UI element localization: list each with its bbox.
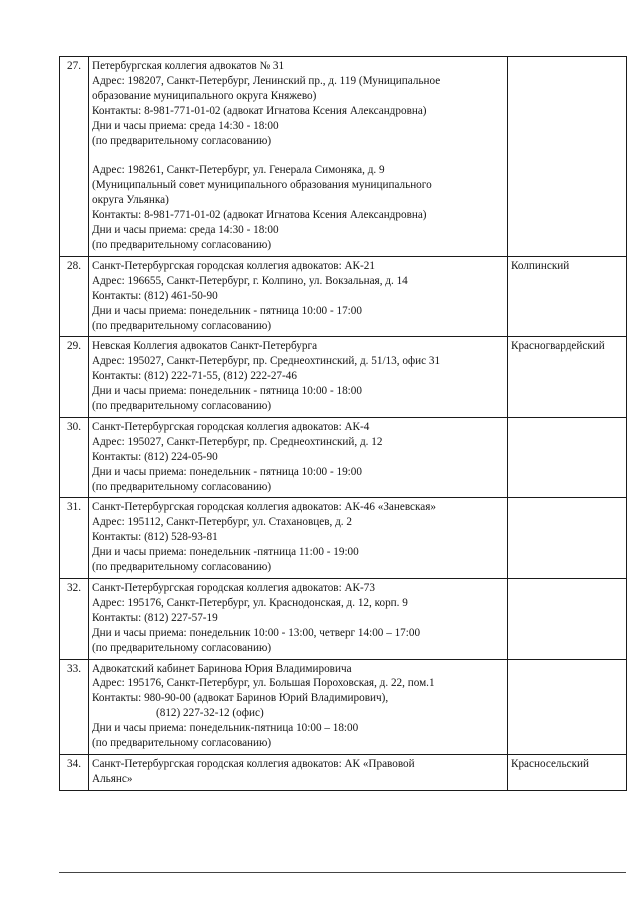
description-line: Адрес: 196655, Санкт-Петербург, г. Колпино, ул. Вокзальная, д. 14 (92, 274, 408, 287)
description-line: Дни и часы приема: среда 14:30 - 18:00 (92, 224, 279, 237)
office-description (89, 754, 508, 790)
row-number: 27. (60, 57, 89, 257)
description-line: Дни и часы приема: понедельник 10:00 - 13:00, четверг 14:00 – 17:00 (92, 626, 421, 639)
description-line: (по предварительному согласованию) (92, 238, 272, 251)
description-line: (по предварительному согласованию) (92, 641, 272, 654)
district-name (508, 57, 627, 257)
office-description (89, 579, 508, 660)
description-line: (по предварительному согласованию) (92, 480, 272, 493)
description-line: Контакты: (812) 461-50-90 (92, 289, 218, 302)
table-row (60, 256, 627, 337)
office-description (89, 659, 508, 754)
row-number: 33. (60, 659, 89, 754)
description-line: (по предварительному согласованию) (92, 737, 272, 750)
description-line: Петербургская коллегия адвокатов № 31 (92, 60, 285, 72)
district-name: Красногвардейский (508, 337, 627, 418)
district-name: Колпинский (508, 256, 627, 337)
description-line: Контакты: 8-981-771-01-02 (адвокат Игнатова Ксения Александровна) (92, 104, 427, 117)
district-name (508, 498, 627, 579)
description-line: Контакты: (812) 224-05-90 (92, 450, 218, 463)
description-line: Санкт-Петербургская городская коллегия адвокатов: АК-21 (92, 259, 375, 272)
district-name (508, 579, 627, 660)
description-line: округа Ульянка) (92, 194, 169, 207)
description-line: Дни и часы приема: понедельник - пятница 10:00 - 18:00 (92, 385, 362, 398)
registry-body (60, 57, 627, 791)
table-row (60, 417, 627, 498)
paragraph-gap (92, 148, 504, 163)
description-line: Адрес: 195027, Санкт-Петербург, пр. Среднеохтинский, д. 51/13, офис 31 (92, 355, 441, 368)
description-line: Невская Коллегия адвокатов Санкт-Петербурга (92, 340, 318, 353)
description-line: Контакты: (812) 222-71-55, (812) 222-27-46 (92, 370, 297, 383)
district-name (508, 659, 627, 754)
description-line: Адрес: 195176, Санкт-Петербург, ул. Краснодонская, д. 12, корп. 9 (92, 596, 408, 609)
description-line: Санкт-Петербургская городская коллегия адвокатов: АК «Правовой (92, 757, 415, 770)
description-line: Санкт-Петербургская городская коллегия адвокатов: АК-73 (92, 582, 375, 594)
row-number: 29. (60, 337, 89, 418)
row-number: 34. (60, 754, 89, 790)
table-row (60, 579, 627, 660)
description-line: Дни и часы приема: понедельник-пятница 10:00 – 18:00 (92, 722, 359, 735)
row-number: 28. (60, 256, 89, 337)
lawyer-registry-table (59, 56, 627, 791)
description-line: Дни и часы приема: среда 14:30 - 18:00 (92, 119, 279, 132)
description-line: Адрес: 195027, Санкт-Петербург, пр. Среднеохтинский, д. 12 (92, 435, 383, 448)
description-line: образование муниципального округа Княжево) (92, 89, 317, 102)
office-description (89, 256, 508, 337)
table-row (60, 57, 627, 257)
office-description (89, 337, 508, 418)
description-line: Дни и часы приема: понедельник -пятница 11:00 - 19:00 (92, 546, 359, 559)
description-line: Адвокатский кабинет Баринова Юрия Владимировича (92, 662, 352, 675)
description-line: (812) 227-32-12 (офис) (156, 707, 264, 720)
page-bottom-rule (59, 872, 626, 873)
table-row (60, 337, 627, 418)
description-line: Адрес: 195176, Санкт-Петербург, ул. Большая Пороховская, д. 22, пом.1 (92, 677, 435, 690)
description-line: Санкт-Петербургская городская коллегия адвокатов: АК-4 (92, 420, 370, 433)
row-number: 30. (60, 417, 89, 498)
description-line: Контакты: 8-981-771-01-02 (адвокат Игнатова Ксения Александровна) (92, 209, 427, 222)
description-line: Дни и часы приема: понедельник - пятница 10:00 - 17:00 (92, 304, 362, 317)
description-line: (по предварительному согласованию) (92, 400, 272, 413)
description-line: Адрес: 198207, Санкт-Петербург, Ленинский пр., д. 119 (Муниципальное (92, 74, 441, 87)
description-line: (по предварительному согласованию) (92, 561, 272, 574)
table-row (60, 754, 627, 790)
description-line: (Муниципальный совет муниципального образования муниципального (92, 179, 432, 192)
description-line: (по предварительному согласованию) (92, 134, 272, 147)
description-line: (по предварительному согласованию) (92, 319, 272, 332)
description-line: Адрес: 198261, Санкт-Петербург, ул. Генерала Симоняка, д. 9 (92, 164, 385, 177)
row-number: 31. (60, 498, 89, 579)
description-line: Контакты: 980-90-00 (адвокат Баринов Юрий Владимирович), (92, 692, 389, 705)
table-row (60, 659, 627, 754)
district-name: Красносельский (508, 754, 627, 790)
description-line: Адрес: 195112, Санкт-Петербург, ул. Стахановцев, д. 2 (92, 516, 352, 529)
description-line: Альянс» (92, 772, 133, 785)
description-line: Дни и часы приема: понедельник - пятница 10:00 - 19:00 (92, 465, 362, 478)
description-line: Контакты: (812) 227-57-19 (92, 611, 218, 624)
row-number: 32. (60, 579, 89, 660)
description-line: Контакты: (812) 528-93-81 (92, 531, 218, 544)
description-line: Санкт-Петербургская городская коллегия адвокатов: АК-46 «Заневская» (92, 501, 436, 514)
office-description (89, 57, 508, 257)
table-row (60, 498, 627, 579)
office-description (89, 498, 508, 579)
office-description (89, 417, 508, 498)
district-name (508, 417, 627, 498)
